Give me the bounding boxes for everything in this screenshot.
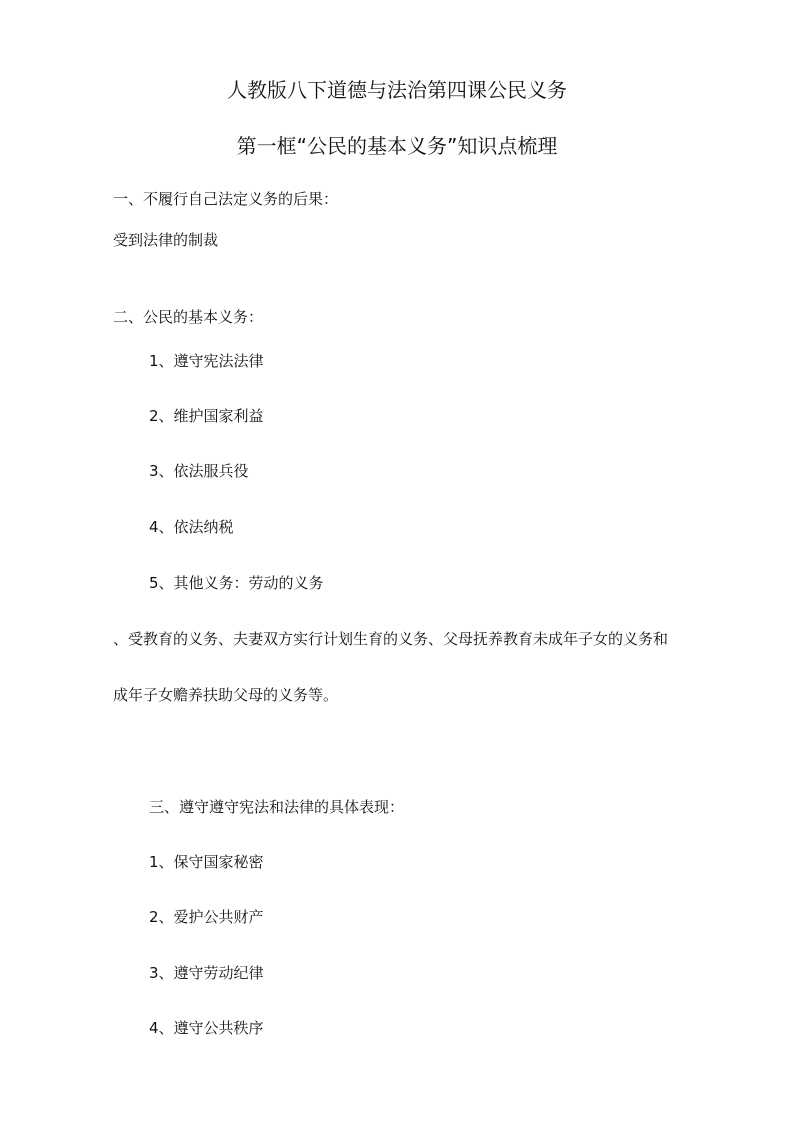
section-3-item: 3、遵守劳动纪律 (149, 964, 264, 982)
section-2-item: 1、遵守宪法法律 (149, 352, 264, 370)
section-3-item: 4、遵守公共秩序 (149, 1019, 264, 1037)
section-3-item: 1、保守国家秘密 (149, 853, 264, 871)
section-2-continuation: 、受教育的义务、夫妻双方实行计划生育的义务、父母抚养教育未成年子女的义务和 (113, 630, 669, 648)
section-2-item: 5、其他义务：劳动的义务 (149, 574, 324, 592)
section-2-item: 4、依法纳税 (149, 518, 234, 536)
document-title: 人教版八下道德与法治第四课公民义务 (227, 78, 567, 102)
section-3-heading: 三、遵守遵守宪法和法律的具体表现： (149, 798, 405, 816)
document-subtitle: 第一框“公民的基本义务”知识点梳理 (236, 134, 558, 158)
section-2-item: 2、维护国家利益 (149, 407, 264, 425)
section-1-text: 受到法律的制裁 (113, 231, 219, 249)
section-2-item: 3、依法服兵役 (149, 462, 249, 480)
section-2-heading: 二、公民的基本义务： (113, 308, 264, 326)
section-2-continuation: 成年子女赡养扶助父母的义务等。 (113, 686, 339, 704)
section-1-heading: 一、不履行自己法定义务的后果： (113, 190, 339, 208)
section-3-item: 2、爱护公共财产 (149, 908, 264, 926)
